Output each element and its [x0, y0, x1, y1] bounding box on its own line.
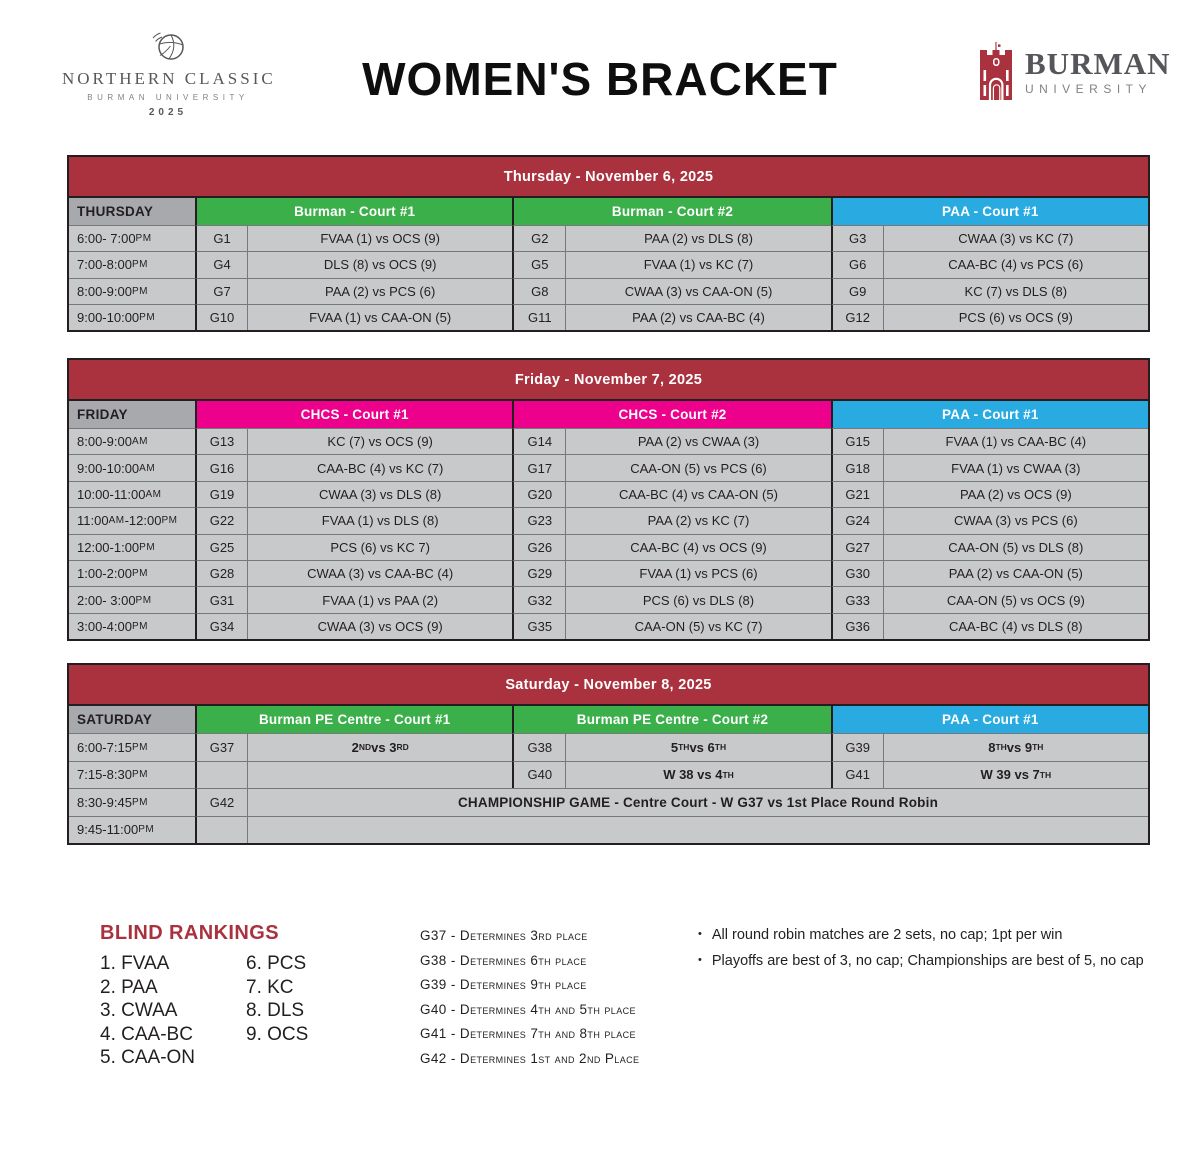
- match-cell: FVAA (1) vs PCS (6): [565, 560, 830, 586]
- game-number-cell: G21: [831, 481, 883, 507]
- match-cell: KC (7) vs DLS (8): [883, 278, 1148, 304]
- match-cell: FVAA (1) vs PAA (2): [247, 586, 512, 612]
- game-number-cell: G35: [512, 613, 565, 639]
- schedule-table-saturday: [67, 663, 1150, 845]
- match-cell: PCS (6) vs KC 7): [247, 534, 512, 560]
- time-cell: 12:00-1:00 PM: [69, 534, 195, 560]
- ranking-item: 2. PAA: [100, 976, 158, 998]
- game-number-cell: G37: [195, 733, 247, 761]
- time-cell: 6:00- 7:00 PM: [69, 225, 195, 251]
- match-cell: CAA-BC (4) vs OCS (9): [565, 534, 830, 560]
- court-header: CHCS - Court #1: [195, 401, 512, 428]
- game-note: G42 - Determines 1st and 2nd Place: [420, 1050, 640, 1066]
- game-number-cell: G26: [512, 534, 565, 560]
- game-number-cell: G28: [195, 560, 247, 586]
- court-header: Burman PE Centre - Court #1: [195, 706, 512, 733]
- game-number-cell: G25: [195, 534, 247, 560]
- rule-item: • Playoffs are best of 3, no cap; Championships are best of 5, no cap: [698, 949, 1144, 975]
- time-cell: 8:30-9:45 PM: [69, 788, 195, 816]
- time-cell: 2:00- 3:00 PM: [69, 586, 195, 612]
- rules-list: [698, 923, 1144, 974]
- game-number-cell: G10: [195, 304, 247, 330]
- game-number-cell: G36: [831, 613, 883, 639]
- court-header: PAA - Court #1: [831, 706, 1148, 733]
- game-number-cell: G14: [512, 428, 565, 454]
- ranking-item: 7. KC: [246, 976, 294, 998]
- game-number-cell: G40: [512, 761, 565, 789]
- match-cell: CWAA (3) vs DLS (8): [247, 481, 512, 507]
- tower-icon: [978, 42, 1014, 102]
- game-number-cell: G27: [831, 534, 883, 560]
- match-cell: CWAA (3) vs CAA-BC (4): [247, 560, 512, 586]
- page-title: WOMEN'S BRACKET: [362, 53, 838, 105]
- northern-classic-subtitle: BURMAN UNIVERSITY: [87, 93, 249, 102]
- match-cell: CAA-BC (4) vs KC (7): [247, 454, 512, 480]
- ranking-item: 3. CWAA: [100, 1000, 178, 1021]
- northern-classic-year: 2025: [148, 107, 188, 118]
- game-number-cell: G24: [831, 507, 883, 533]
- day-label: SATURDAY: [69, 706, 195, 733]
- game-number-cell: G17: [512, 454, 565, 480]
- game-number-cell: G5: [512, 251, 565, 277]
- game-number-cell: G13: [195, 428, 247, 454]
- match-cell: [247, 761, 512, 789]
- time-cell: 1:00-2:00 PM: [69, 560, 195, 586]
- time-cell: 9:00-10:00 AM: [69, 454, 195, 480]
- game-number-cell: G18: [831, 454, 883, 480]
- ranking-item: 4. CAA-BC: [100, 1023, 193, 1045]
- game-number-cell: G2: [512, 225, 565, 251]
- court-header: PAA - Court #1: [831, 401, 1148, 428]
- table-title: Saturday - November 8, 2025: [69, 665, 1148, 706]
- match-cell: PAA (2) vs CAA-BC (4): [565, 304, 830, 330]
- championship-cell: CHAMPIONSHIP GAME - Centre Court - W G37 vs 1st Place Round Robin: [247, 788, 1148, 816]
- time-cell: 9:00-10:00 PM: [69, 304, 195, 330]
- ranking-item: 8. DLS: [246, 1000, 305, 1021]
- match-cell: CAA-ON (5) vs DLS (8): [883, 534, 1148, 560]
- game-number-cell: G20: [512, 481, 565, 507]
- day-label: THURSDAY: [69, 198, 195, 225]
- game-number-cell: G23: [512, 507, 565, 533]
- burman-logo-subtitle: UNIVERSITY: [1025, 81, 1153, 96]
- day-label: FRIDAY: [69, 401, 195, 428]
- match-cell: FVAA (1) vs OCS (9): [247, 225, 512, 251]
- ranking-item: 6. PCS: [246, 953, 307, 974]
- match-cell: FVAA (1) vs CAA-BC (4): [883, 428, 1148, 454]
- game-number-cell: G6: [831, 251, 883, 277]
- game-number-cell: G3: [831, 225, 883, 251]
- match-cell: PAA (2) vs CWAA (3): [565, 428, 830, 454]
- game-note: G37 - Determines 3rd place: [420, 928, 588, 943]
- game-number-cell: G34: [195, 613, 247, 639]
- match-cell: 8 TH vs 9 TH: [883, 733, 1148, 761]
- game-note: G39 - Determines 9th place: [420, 977, 587, 992]
- match-cell: DLS (8) vs OCS (9): [247, 251, 512, 277]
- ranking-item: 5. CAA-ON: [100, 1047, 196, 1068]
- court-header: CHCS - Court #2: [512, 401, 830, 428]
- match-cell: CWAA (3) vs OCS (9): [247, 613, 512, 639]
- court-header: PAA - Court #1: [831, 198, 1148, 225]
- match-cell: W 38 vs 4 TH: [565, 761, 830, 789]
- match-cell: CAA-ON (5) vs KC (7): [565, 613, 830, 639]
- match-cell: CWAA (3) vs CAA-ON (5): [565, 278, 830, 304]
- match-cell: PAA (2) vs CAA-ON (5): [883, 560, 1148, 586]
- game-number-cell: G33: [831, 586, 883, 612]
- game-number-cell: G32: [512, 586, 565, 612]
- table-grid: [69, 401, 1148, 639]
- match-cell: CAA-BC (4) vs PCS (6): [883, 251, 1148, 277]
- ranking-item: 1. FVAA: [100, 953, 170, 974]
- northern-classic-title: NORTHERN CLASSIC: [62, 69, 276, 88]
- table-title: Friday - November 7, 2025: [69, 360, 1148, 401]
- match-cell: PAA (2) vs DLS (8): [565, 225, 830, 251]
- match-cell: 5 TH vs 6 TH: [565, 733, 830, 761]
- game-number-cell: G29: [512, 560, 565, 586]
- blind-rankings-title: BLIND RANKINGS: [100, 922, 279, 944]
- game-number-cell: [195, 816, 247, 844]
- rankings-column-1: [100, 952, 246, 1070]
- court-header: Burman - Court #1: [195, 198, 512, 225]
- game-number-cell: G42: [195, 788, 247, 816]
- blind-rankings: [100, 922, 308, 1070]
- rankings-column-2: [246, 952, 308, 1070]
- ranking-item: 9. OCS: [246, 1023, 309, 1045]
- time-cell: 7:15-8:30 PM: [69, 761, 195, 789]
- game-number-cell: G19: [195, 481, 247, 507]
- match-cell: FVAA (1) vs DLS (8): [247, 507, 512, 533]
- game-note: G38 - Determines 6th place: [420, 952, 587, 968]
- table-grid: [69, 706, 1148, 843]
- match-cell: W 39 vs 7 TH: [883, 761, 1148, 789]
- match-cell: FVAA (1) vs CAA-ON (5): [247, 304, 512, 330]
- time-cell: 8:00-9:00 PM: [69, 278, 195, 304]
- time-cell: 7:00-8:00 PM: [69, 251, 195, 277]
- match-cell: PAA (2) vs PCS (6): [247, 278, 512, 304]
- match-cell: CWAA (3) vs KC (7): [883, 225, 1148, 251]
- time-cell: 3:00-4:00 PM: [69, 613, 195, 639]
- time-cell: 6:00-7:15 PM: [69, 733, 195, 761]
- time-cell: 9:45-11:00 PM: [69, 816, 195, 844]
- game-number-cell: G4: [195, 251, 247, 277]
- match-cell: KC (7) vs OCS (9): [247, 428, 512, 454]
- burman-logo-name: BURMAN: [1025, 45, 1171, 81]
- time-cell: 8:00-9:00 AM: [69, 428, 195, 454]
- match-cell: CAA-ON (5) vs PCS (6): [565, 454, 830, 480]
- court-header: Burman - Court #2: [512, 198, 830, 225]
- burman-university-logo: [978, 42, 1171, 102]
- game-number-cell: G39: [831, 733, 883, 761]
- game-number-cell: [195, 761, 247, 789]
- rule-item: • All round robin matches are 2 sets, no cap; 1pt per win: [698, 923, 1144, 949]
- game-number-cell: G16: [195, 454, 247, 480]
- table-title: Thursday - November 6, 2025: [69, 157, 1148, 198]
- game-number-cell: G11: [512, 304, 565, 330]
- match-cell: PCS (6) vs OCS (9): [883, 304, 1148, 330]
- game-number-cell: G30: [831, 560, 883, 586]
- match-cell: CWAA (3) vs PCS (6): [883, 507, 1148, 533]
- time-cell: 11:00 AM -12:00 PM: [69, 507, 195, 533]
- game-number-cell: G7: [195, 278, 247, 304]
- match-cell: FVAA (1) vs CWAA (3): [883, 454, 1148, 480]
- championship-cell: [247, 816, 1148, 844]
- match-cell: FVAA (1) vs KC (7): [565, 251, 830, 277]
- game-number-cell: G9: [831, 278, 883, 304]
- game-note: G40 - Determines 4th and 5th place: [420, 1001, 636, 1017]
- match-cell: PAA (2) vs OCS (9): [883, 481, 1148, 507]
- match-cell: CAA-ON (5) vs OCS (9): [883, 586, 1148, 612]
- table-grid: [69, 198, 1148, 330]
- game-number-cell: G22: [195, 507, 247, 533]
- game-number-cell: G31: [195, 586, 247, 612]
- match-cell: PCS (6) vs DLS (8): [565, 586, 830, 612]
- game-number-cell: G15: [831, 428, 883, 454]
- game-number-cell: G38: [512, 733, 565, 761]
- game-number-cell: G12: [831, 304, 883, 330]
- game-note: G41 - Determines 7th and 8th place: [420, 1026, 636, 1041]
- game-number-cell: G1: [195, 225, 247, 251]
- game-number-cell: G41: [831, 761, 883, 789]
- schedule-table-thursday: [67, 155, 1150, 332]
- game-number-cell: G8: [512, 278, 565, 304]
- match-cell: PAA (2) vs KC (7): [565, 507, 830, 533]
- match-cell: 2 ND vs 3 RD: [247, 733, 512, 761]
- time-cell: 10:00-11:00 AM: [69, 481, 195, 507]
- court-header: Burman PE Centre - Court #2: [512, 706, 830, 733]
- schedule-table-friday: [67, 358, 1150, 641]
- match-cell: CAA-BC (4) vs CAA-ON (5): [565, 481, 830, 507]
- game-notes-list: [420, 924, 639, 1071]
- match-cell: CAA-BC (4) vs DLS (8): [883, 613, 1148, 639]
